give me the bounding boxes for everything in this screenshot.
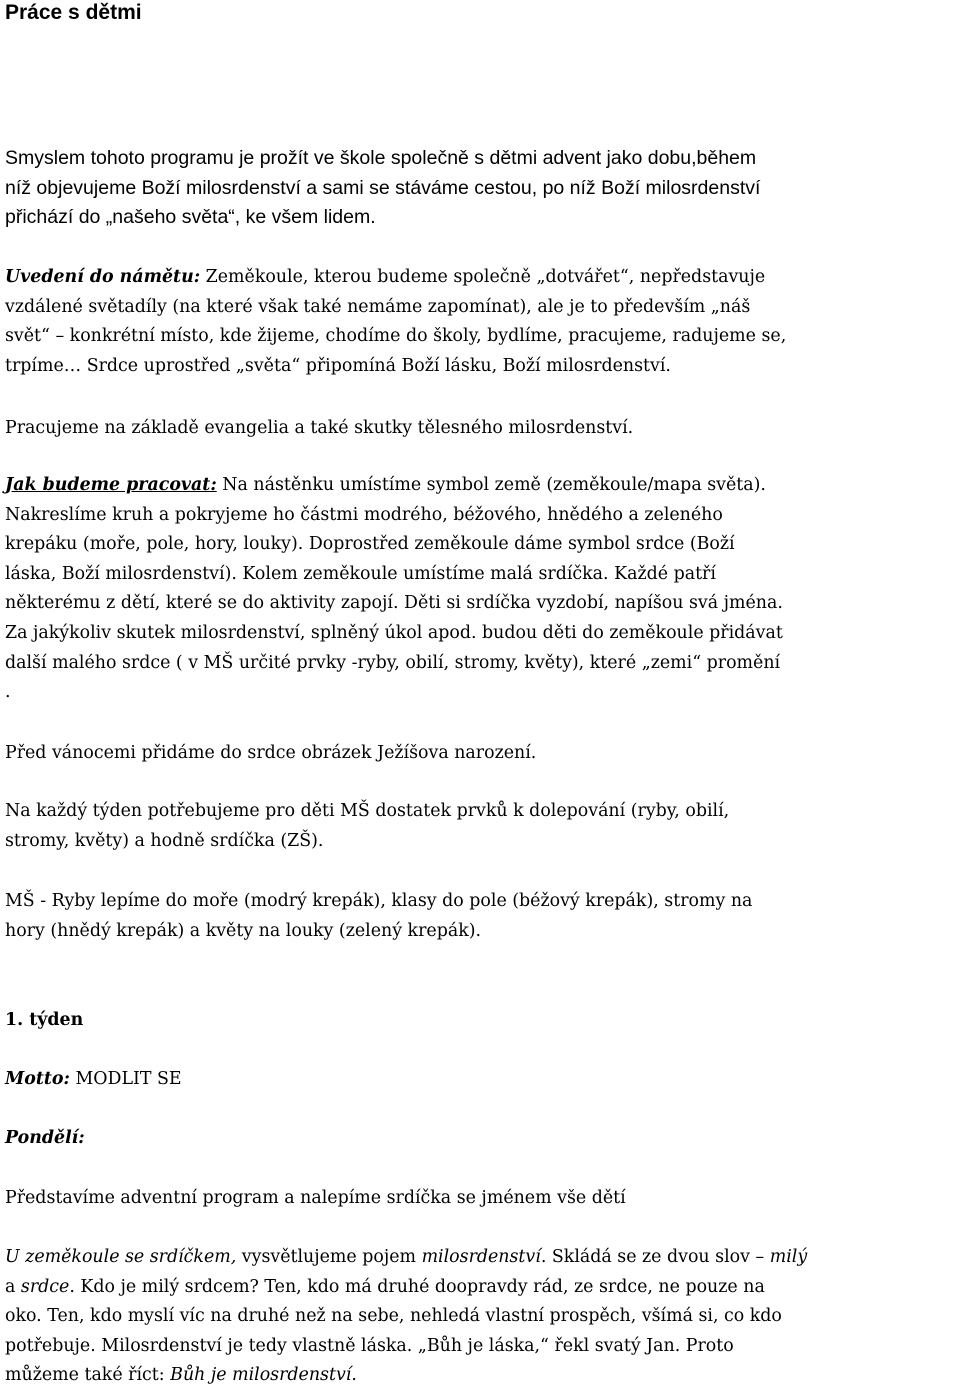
- week-heading: 1. týden: [5, 1010, 84, 1030]
- intro-paragraph: [5, 144, 955, 233]
- jak-line: krepáku (moře, pole, hory, louky). Doprostřed zeměkoule dáme symbol srdce (Boží: [5, 534, 735, 555]
- ms-line: MŠ - Ryby lepíme do moře (modrý krepák), klasy do pole (béžový krepák), stromy na: [5, 891, 753, 911]
- intro-line: níž objevujeme Boží milosrdenství a sami se stáváme cestou, po níž Boží milosrdenství: [5, 176, 761, 199]
- uvedeni-line: svět“ – konkrétní místo, kde žijeme, chodíme do školy, bydlíme, pracujeme, radujeme se,: [5, 326, 787, 347]
- jak-line: Za jakýkoliv skutek milosrdenství, splněný úkol apod. budou děti do zeměkoule přidávat: [5, 622, 783, 643]
- motto-line: [5, 1065, 955, 1095]
- jak-paragraph: [5, 471, 955, 708]
- zemekoule-paragraph: [5, 1243, 955, 1391]
- ms-paragraph: [5, 887, 955, 946]
- zemekoule-text: a: [5, 1276, 21, 1297]
- zemekoule-text: . Kdo je milý srdcem? Ten, kdo má druhé doopravdy rád, ze srdce, ne pouze na: [69, 1276, 765, 1297]
- intro-line: přichází do „našeho světa“, ke všem lidem.: [5, 206, 376, 229]
- pondeli-heading: Pondělí:: [5, 1128, 85, 1148]
- zemekoule-text: můžeme také říct:: [5, 1365, 171, 1386]
- jak-line: další malého srdce ( v MŠ určité prvky -ryby, obilí, stromy, květy), které „zemi“ promění: [5, 652, 781, 673]
- page-title: Práce s dětmi: [5, 1, 142, 24]
- ms-line: hory (hnědý krepák) a květy na louky (zelený krepák).: [5, 920, 482, 941]
- uvedeni-paragraph: [5, 263, 955, 381]
- jak-line: Nakreslíme kruh a pokryjeme ho částmi modrého, béžového, hnědého a zeleného: [5, 504, 723, 525]
- zemekoule-italic: U zeměkoule se srdíčkem,: [5, 1247, 237, 1267]
- uvedeni-line: vzdálené světadíly (na které však také nemáme zapomínat), ale je to především „náš: [5, 296, 751, 317]
- uvedeni-text: Zeměkoule, kterou budeme společně „dotvářet“, nepředstavuje: [200, 267, 766, 287]
- zemekoule-line: potřebuje. Milosrdenství je tedy vlastně láska. „Bůh je láska,“ řekl svatý Jan. Proto: [5, 1335, 734, 1356]
- jak-line: některému z dětí, které se do aktivity zapojí. Děti si srdíčka vyzdobí, napíšou svá jména.: [5, 593, 783, 614]
- pred-vanocemi-paragraph: Před vánocemi přidáme do srdce obrázek Ježíšova narození.: [5, 743, 537, 763]
- predstavime-paragraph: Představíme adventní program a nalepíme srdíčka se jménem vše dětí: [5, 1188, 626, 1208]
- jak-label: Jak budeme pracovat:: [5, 475, 217, 495]
- zemekoule-italic: milý: [769, 1247, 808, 1267]
- zemekoule-italic: srdce: [20, 1276, 70, 1297]
- motto-value: MODLIT SE: [69, 1069, 182, 1089]
- zemekoule-text: . Skládá se ze dvou slov –: [540, 1247, 770, 1267]
- uvedeni-line: trpíme… Srdce uprostřed „světa“ připomíná Boží lásku, Boží milosrdenství.: [5, 355, 671, 376]
- jak-text: Na nástěnku umístíme symbol země (zeměkoule/mapa světa).: [216, 475, 766, 495]
- zemekoule-italic: Bůh je milosrdenství.: [170, 1365, 357, 1386]
- jak-line: láska, Boží milosrdenství). Kolem zeměkoule umístíme malá srdíčka. Každé patří: [5, 563, 716, 584]
- intro-line: Smyslem tohoto programu je prožít ve škole společně s dětmi advent jako dobu,během: [5, 147, 757, 169]
- kazdy-tyden-line: stromy, květy) a hodně srdíčka (ZŠ).: [5, 830, 324, 851]
- kazdy-tyden-paragraph: [5, 797, 955, 856]
- uvedeni-label: Uvedení do námětu:: [5, 267, 201, 287]
- motto-label: Motto:: [5, 1069, 70, 1089]
- pracujeme-paragraph: Pracujeme na základě evangelia a také skutky tělesného milosrdenství.: [5, 418, 634, 438]
- zemekoule-text: vysvětlujeme pojem: [236, 1247, 422, 1267]
- zemekoule-line: oko. Ten, kdo myslí víc na druhé než na sebe, nehledá vlastní prospěch, všímá si, co kdo: [5, 1306, 782, 1327]
- zemekoule-italic: milosrdenství: [421, 1247, 541, 1267]
- kazdy-tyden-line: Na každý týden potřebujeme pro děti MŠ dostatek prvků k dolepování (ryby, obilí,: [5, 801, 730, 821]
- jak-line: .: [5, 682, 11, 703]
